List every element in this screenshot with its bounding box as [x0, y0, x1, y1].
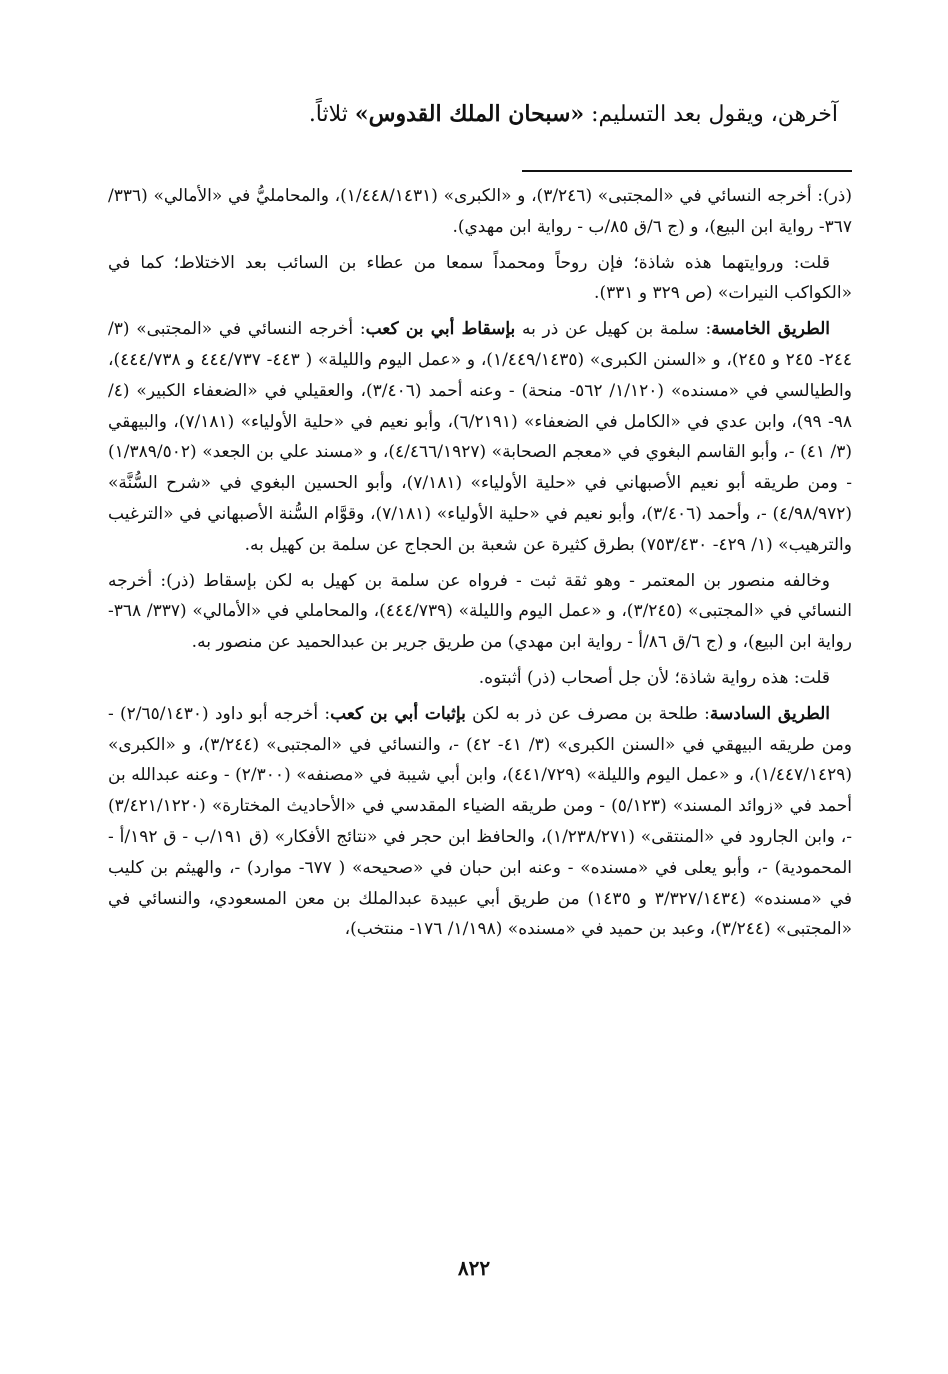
path-six-label: الطريق السادسة: [709, 703, 831, 724]
footnote-paragraph-6: [108, 699, 852, 945]
path-five-text-1: : سلمة بن كهيل عن ذر به: [515, 319, 712, 340]
page-number: ٨٢٢: [457, 1256, 491, 1280]
main-text-quote: «سبحان الملك القدوس»: [354, 101, 585, 127]
path-five-text-2: : أخرجه النسائي في «المجتبى» (٣/ ٢٤٤- ٢٤٥ و ٢٤٥)، و «السنن الكبرى» (١/٤٤٩/١٤٣٥)، و «عمل اليوم والليلة» ( ٤٤٣- ٤٤٤/٧٣٧ و ٤٤٤/٧٣٨)، والطيالسي في «مسنده» (١/١٢٠/ ٥٦٢- منحة) - وعنه أحمد (٣/٤٠٦)، والعقيلي في «الضعفاء الكبير» (٤/ ٩٨- ٩٩)، وابن عدي في «الكامل في الضعفاء» (٦/٢١٩١)، وأبو نعيم في «حلية الأولياء» (٧/١٨١)، والبيهقي (٣/ ٤١) -، وأبو القاسم البغوي في «معجم الصحابة» (٤/٤٦٦/١٩٢٧)، و «مسند علي بن الجعد» (١/٣٨٩/٥٠٢) - ومن طريقه أبو نعيم الأصبهاني في «حلية الأولياء» (٧/١٨١)، وأبو الحسين البغوي في «شرح السُّنَّة» (٤/٩٨/٩٧٢) -، وأحمد (٣/٤٠٦)، وأبو نعيم في «حلية الأولياء» (٧/١٨١)، وقوَّام السُّنة الأصبهاني في «الترغيب والترهيب» (١/ ٤٢٩- ٧٥٣/٤٣٠) بطرق كثيرة عن شعبة بن الحجاج عن سلمة بن كهيل به.: [108, 319, 853, 555]
footnotes: [108, 181, 852, 950]
footnote-paragraph-1: (ذر): أخرجه النسائي في «المجتبى» (٣/٢٤٦)، و «الكبرى» (١/٤٤٨/١٤٣١)، والمحامليُّ في «الأمالي» (٣٣٦/ ٣٦٧- رواية ابن البيع)، و (ج ٦/ق ٨٥/ب - رواية ابن مهدي).: [108, 186, 852, 237]
footnote-separator: [522, 170, 852, 172]
path-six-text-2: : أخرجه أبو داود (٢/٦٥/١٤٣٠) - ومن طريقه البيهقي في «السنن الكبرى» (٣/ ٤١- ٤٢) -، والنسائي في «المجتبى» (٣/٢٤٤)، و «الكبرى» (١/٤٤٧/١٤٢٩)، و «عمل اليوم والليلة» (٤٤١/٧٢٩)، وابن أبي شيبة في «مصنفه» (٢/٣٠٠) - وعنه عبدالله بن أحمد في «زوائد المسند» (٥/١٢٣) - ومن طريقه الضياء المقدسي في «الأحاديث المختارة» (٣/٤٢١/١٢٢٠) -، وابن الجارود في «المنتقى» (١/٢٣٨/٢٧١)، والحافظ ابن حجر في «نتائج الأفكار» (ق ١٩١/ب - ق ١٩٢/أ - المحمودية) -، وأبو يعلى في «مسنده» - وعنه ابن حبان في «صحيحه» ( ٦٧٧- موارد) -، والهيثم بن كليب في «مسنده» (٣/٣٢٧/١٤٣٤ و ١٤٣٥) من طريق أبي عبيدة عبدالملك بن معن المسعودي، والنسائي في «المجتبى» (٣/٢٤٤)، وعبد بن حميد في «مسنده» (١/١٩٨/ ١٧٦- منتخب)،: [108, 703, 853, 940]
footnote-paragraph-2: قلت: وروايتهما هذه شاذة؛ فإن روحاً ومحمداً سمعا من عطاء بن السائب بعد الاختلاط؛ كما في «الكواكب النيرات» (ص ٣٢٩ و ٣٣١).: [108, 252, 852, 304]
path-five-label: الطريق الخامسة: [711, 319, 831, 340]
footnote-paragraph-5: قلت: هذه رواية شاذة؛ لأن جل أصحاب (ذر) أثبتوه.: [478, 667, 830, 688]
path-six-emphasis: بإثبات أبي بن كعب: [330, 703, 466, 724]
main-text-line: [40, 96, 838, 133]
main-text-start: آخرهن، ويقول بعد التسليم:: [584, 102, 838, 127]
path-five-emphasis: بإسقاط أبي بن كعب: [365, 319, 516, 340]
footnote-paragraph-4: وخالفه منصور بن المعتمر - وهو ثقة ثبت - فرواه عن سلمة بن كهيل به لكن بإسقاط (ذر): أخرجه النسائي في «المجتبى» (٣/٢٤٥)، و «عمل اليوم والليلة» (٤٤٤/٧٣٩)، والمحاملي في «الأمالي» (٣٣٧/ ٣٦٨- رواية ابن البيع)، و (ج ٦/ق ٨٦/أ - رواية ابن مهدي) من طريق جرير بن عبدالحميد عن منصور به.: [108, 570, 852, 653]
path-six-text-1: : طلحة بن مصرف عن ذر به لكن: [465, 703, 710, 724]
footnote-paragraph-3: [108, 314, 852, 560]
main-text-end: ثلاثاً.: [308, 102, 355, 127]
